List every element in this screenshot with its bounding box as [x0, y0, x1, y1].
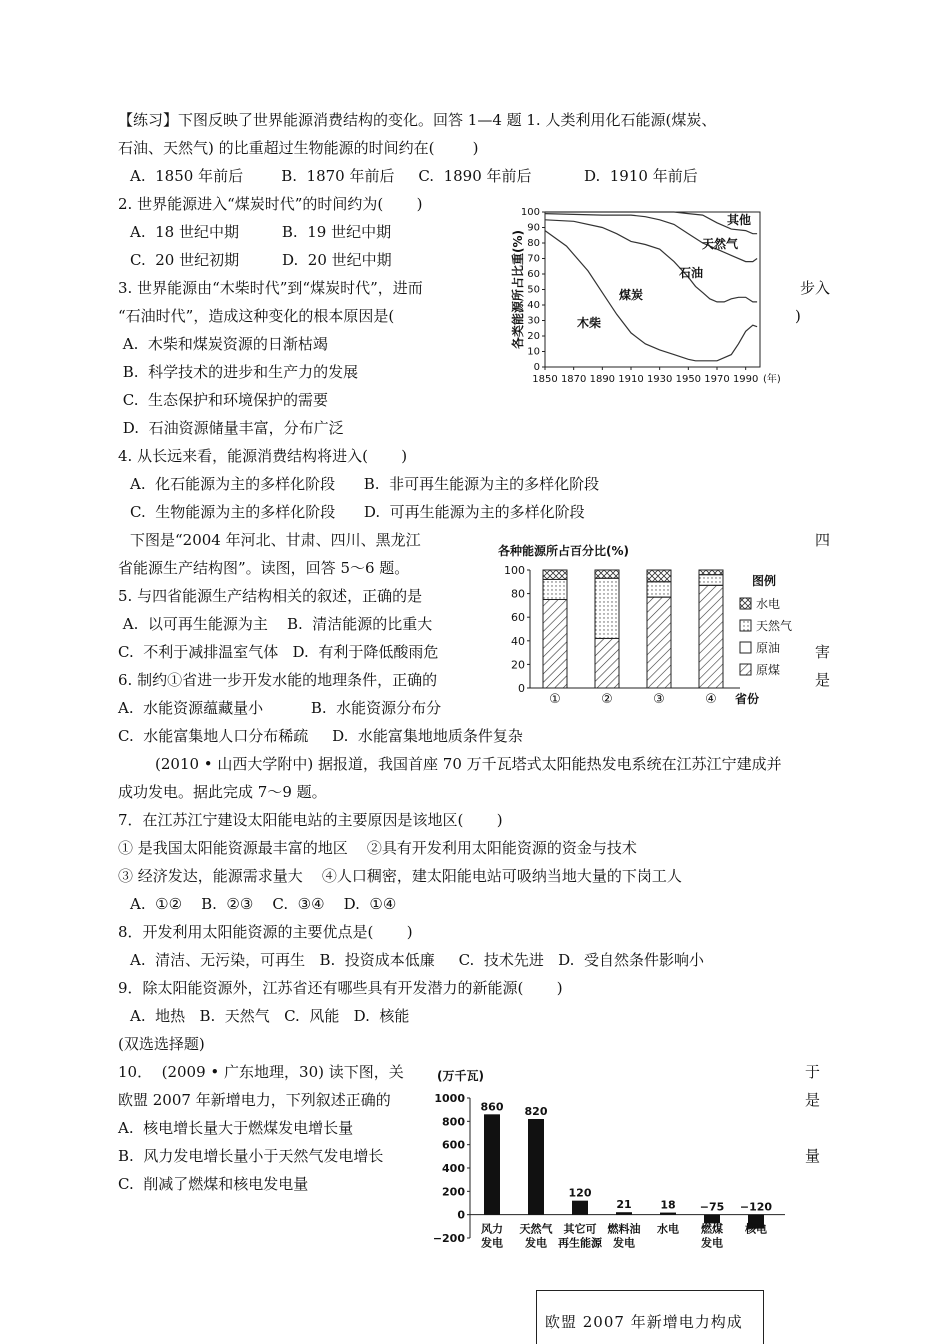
- text-line-l10: B. 科学技术的进步和生产力的发展: [118, 363, 359, 381]
- chart-title: 各种能源所占百分比(%): [498, 544, 629, 558]
- legend-label: 原煤: [756, 663, 781, 677]
- category-label: 风力: [481, 1222, 503, 1236]
- y-tick-label: 1000: [434, 1092, 465, 1105]
- x-tick-label: 1970: [704, 374, 730, 385]
- y-tick-label: 800: [442, 1115, 465, 1129]
- x-axis-label: 省份: [735, 692, 760, 706]
- y-tick-label: 200: [442, 1185, 465, 1199]
- text-line-l7b: 步入: [800, 279, 831, 297]
- bar-segment: [543, 600, 567, 689]
- category-label: 其它可: [563, 1222, 597, 1236]
- bar: [484, 1114, 500, 1214]
- bar: [572, 1201, 588, 1215]
- y-tick-label: 60: [527, 269, 540, 280]
- text-line-l23: C. 水能富集地人口分布稀疏 D. 水能富集地地质条件复杂: [118, 727, 523, 745]
- text-line-l30: 8．开发利用太阳能资源的主要优点是( ): [118, 923, 413, 941]
- y-axis-label: 各类能源所占比重(%): [511, 230, 525, 349]
- text-line-l29: A. ①② B. ②③ C. ③④ D. ①④: [130, 895, 397, 913]
- text-line-l38b: 量: [805, 1147, 821, 1165]
- text-line-l6: C. 20 世纪初期 D. 20 世纪中期: [130, 251, 392, 269]
- text-line-l9: A. 木柴和煤炭资源的日渐枯竭: [118, 335, 328, 353]
- text-line-l36b: 是: [805, 1091, 821, 1109]
- bar-segment: [595, 638, 619, 688]
- text-line-l19: A. 以可再生能源为主 B. 清洁能源的比重大: [118, 615, 433, 633]
- y-tick-label: 20: [511, 658, 525, 672]
- unit-label: (万千瓦): [437, 1069, 484, 1083]
- category-label: 核电: [745, 1222, 767, 1236]
- text-line-l35: 10． (2009 • 广东地理，30) 读下图，关: [118, 1063, 404, 1081]
- y-tick-label: 10: [527, 346, 540, 358]
- category-label: ②: [601, 692, 613, 707]
- bar-segment: [699, 585, 723, 688]
- y-tick-label: 20: [527, 331, 540, 342]
- x-tick-label: 1990: [732, 374, 759, 385]
- x-tick-label: 1950: [675, 374, 702, 385]
- bar-value-label: −120: [739, 1200, 773, 1214]
- text-line-l37: A. 核电增长量大于燃煤发电增长量: [118, 1119, 354, 1137]
- y-tick-label: 80: [511, 587, 525, 601]
- bar-value-label: 820: [524, 1105, 548, 1118]
- category-label: 发电: [525, 1236, 547, 1250]
- region-label: 煤炭: [619, 288, 644, 302]
- y-tick-label: 100: [504, 564, 525, 577]
- x-tick-label: 1890: [589, 374, 616, 385]
- category-label: 燃料油: [607, 1222, 641, 1236]
- y-tick-label: 0: [518, 682, 525, 695]
- y-tick-label: −200: [432, 1232, 465, 1245]
- legend-swatch: [740, 598, 751, 609]
- text-line-l13: 4. 从长远来看，能源消费结构将进入( ): [118, 447, 408, 465]
- bar: [660, 1213, 676, 1215]
- bar-segment: [543, 579, 567, 599]
- legend-swatch: [740, 642, 751, 653]
- category-label: 发电: [481, 1236, 503, 1250]
- category-label: 发电: [701, 1236, 723, 1250]
- category-label: 再生能源: [558, 1236, 602, 1250]
- category-label: 天然气: [519, 1222, 553, 1236]
- bar-value-label: −75: [699, 1200, 725, 1214]
- category-label: 发电: [613, 1236, 635, 1250]
- category-label: 水电: [657, 1222, 679, 1236]
- text-line-l27: ① 是我国太阳能资源最丰富的地区 ②具有开发利用太阳能资源的资金与技术: [118, 839, 637, 857]
- text-line-l24: (2010 • 山西大学附中) 据报道，我国首座 70 万千瓦塔式太阳能热发电系统在江苏江宁建成并: [155, 755, 782, 773]
- legend-label: 原油: [756, 641, 781, 655]
- bar-value-label: 21: [616, 1198, 632, 1212]
- text-line-l31: A. 清洁、无污染，可再生 B. 投资成本低廉 C. 技术先进 D. 受自然条件影响小: [130, 951, 704, 969]
- bar-value-label: 18: [660, 1198, 676, 1212]
- legend-label: 天然气: [756, 619, 793, 633]
- text-line-l15: C. 生物能源为主的多样化阶段 D. 可再生能源为主的多样化阶段: [130, 503, 585, 521]
- bar-segment: [595, 578, 619, 638]
- boundary-3: [545, 212, 757, 234]
- text-line-l28: ③ 经济发达，能源需求量大 ④人口稠密，建太阳能电站可吸纳当地大量的下岗工人: [118, 867, 682, 885]
- y-tick-label: 40: [527, 300, 540, 311]
- y-tick-label: 100: [520, 207, 540, 218]
- plot-frame: [545, 212, 760, 367]
- province-energy-chart: [490, 540, 830, 710]
- bar-segment: [699, 575, 723, 586]
- text-line-l18: 5. 与四省能源生产结构相关的叙述，正确的是: [118, 587, 423, 605]
- y-tick-label: 50: [527, 284, 540, 296]
- y-tick-label: 80: [527, 238, 540, 249]
- region-label: 其他: [727, 213, 752, 227]
- bar-value-label: 120: [568, 1186, 592, 1200]
- y-tick-label: 600: [442, 1138, 465, 1152]
- bar-segment: [647, 570, 671, 582]
- text-line-l39: C. 削减了燃煤和核电发电量: [118, 1175, 309, 1193]
- text-line-l20b: 害: [815, 643, 831, 661]
- bar: [616, 1212, 632, 1214]
- category-label: ③: [653, 692, 665, 707]
- y-tick-label: 30: [527, 315, 540, 327]
- y-tick-label: 60: [511, 611, 525, 625]
- text-line-l5: A. 18 世纪中期 B. 19 世纪中期: [130, 223, 392, 241]
- text-line-l16: 下图是“2004 年河北、甘肃、四川、黑龙江: [130, 531, 421, 549]
- x-tick-label: 1910: [618, 374, 644, 385]
- chart-caption: 欧盟 2007 年新增电力构成: [545, 1313, 743, 1331]
- text-line-l22: A. 水能资源蕴藏量小 B. 水能资源分布分: [118, 699, 442, 717]
- legend-swatch: [740, 620, 751, 631]
- text-line-l11: C. 生态保护和环境保护的需要: [118, 391, 329, 409]
- text-line-l38: B. 风力发电增长量小于天然气发电增长: [118, 1147, 384, 1165]
- bar-value-label: 860: [480, 1100, 504, 1114]
- x-tick-label: 1850: [532, 374, 558, 385]
- text-line-l3: A. 1850 年前后 B. 1870 年前后 C. 1890 年前后 D. 1910 年前后: [130, 167, 698, 185]
- text-line-l20: C. 不利于减排温室气体 D. 有利于降低酸雨危: [118, 643, 439, 661]
- text-line-l12: D. 石油资源储量丰富，分布广泛: [118, 419, 344, 437]
- bar-segment: [543, 570, 567, 579]
- text-line-l36: 欧盟 2007 年新增电力，下列叙述正确的: [118, 1091, 391, 1109]
- y-tick-label: 70: [527, 253, 540, 265]
- text-line-l1: 【练习】下图反映了世界能源消费结构的变化。回答 1—4 题 1. 人类利用化石能源(煤炭、: [118, 111, 717, 129]
- region-label: 天然气: [702, 237, 739, 251]
- text-line-l2: 石油、天然气) 的比重超过生物能源的时间约在( ): [118, 139, 479, 157]
- legend-title: 图例: [752, 574, 777, 588]
- text-line-l8: “石油时代”，造成这种变化的根本原因是(: [118, 307, 395, 325]
- region-label: 石油: [679, 266, 704, 280]
- text-line-l21: 6. 制约①省进一步开发水能的地理条件，正确的: [118, 671, 438, 689]
- category-label: ④: [705, 692, 717, 707]
- y-tick-label: 400: [442, 1162, 465, 1175]
- text-line-l25: 成功发电。据此完成 7～9 题。: [118, 783, 327, 801]
- bar: [528, 1119, 544, 1215]
- text-line-l4: 2. 世界能源进入“煤炭时代”的时间约为( ): [118, 195, 423, 213]
- x-tick-label: 1870: [560, 374, 587, 385]
- x-tick-label: 1930: [646, 374, 673, 385]
- boundary-1: [545, 220, 757, 302]
- bar-segment: [699, 570, 723, 575]
- bar-segment: [647, 582, 671, 597]
- text-line-l34: (双选选择题): [118, 1035, 205, 1053]
- y-tick-label: 0: [457, 1208, 465, 1222]
- region-label: 木柴: [577, 316, 602, 330]
- category-label: ①: [549, 692, 561, 707]
- bar-segment: [647, 597, 671, 688]
- text-line-l26: 7．在江苏江宁建设太阳能电站的主要原因是该地区( ): [118, 811, 503, 829]
- y-tick-label: 40: [511, 634, 525, 648]
- text-line-l17: 省能源生产结构图”。读图，回答 5～6 题。: [118, 559, 410, 577]
- text-line-l33: A. 地热 B. 天然气 C. 风能 D. 核能: [130, 1007, 410, 1025]
- energy-structure-chart: [505, 200, 805, 390]
- x-unit: (年): [763, 374, 781, 385]
- legend-label: 水电: [756, 597, 781, 611]
- legend-swatch: [740, 664, 751, 675]
- y-tick-label: 0: [533, 362, 540, 373]
- chart-caption-box: [536, 1290, 764, 1344]
- eu-power-chart: [425, 1065, 805, 1290]
- category-label: 燃煤: [701, 1222, 723, 1236]
- text-line-l16b: 四: [815, 531, 831, 549]
- text-line-l8b: ): [795, 307, 801, 325]
- text-line-l21b: 是: [815, 671, 831, 689]
- bar-segment: [595, 570, 619, 578]
- text-line-l7: 3. 世界能源由“木柴时代”到“煤炭时代”，进而: [118, 279, 423, 297]
- text-line-l32: 9．除太阳能资源外，江苏省还有哪些具有开发潜力的新能源( ): [118, 979, 563, 997]
- text-line-l14: A. 化石能源为主的多样化阶段 B. 非可再生能源为主的多样化阶段: [130, 475, 600, 493]
- y-tick-label: 90: [527, 222, 540, 234]
- text-line-l35b: 于: [805, 1063, 821, 1081]
